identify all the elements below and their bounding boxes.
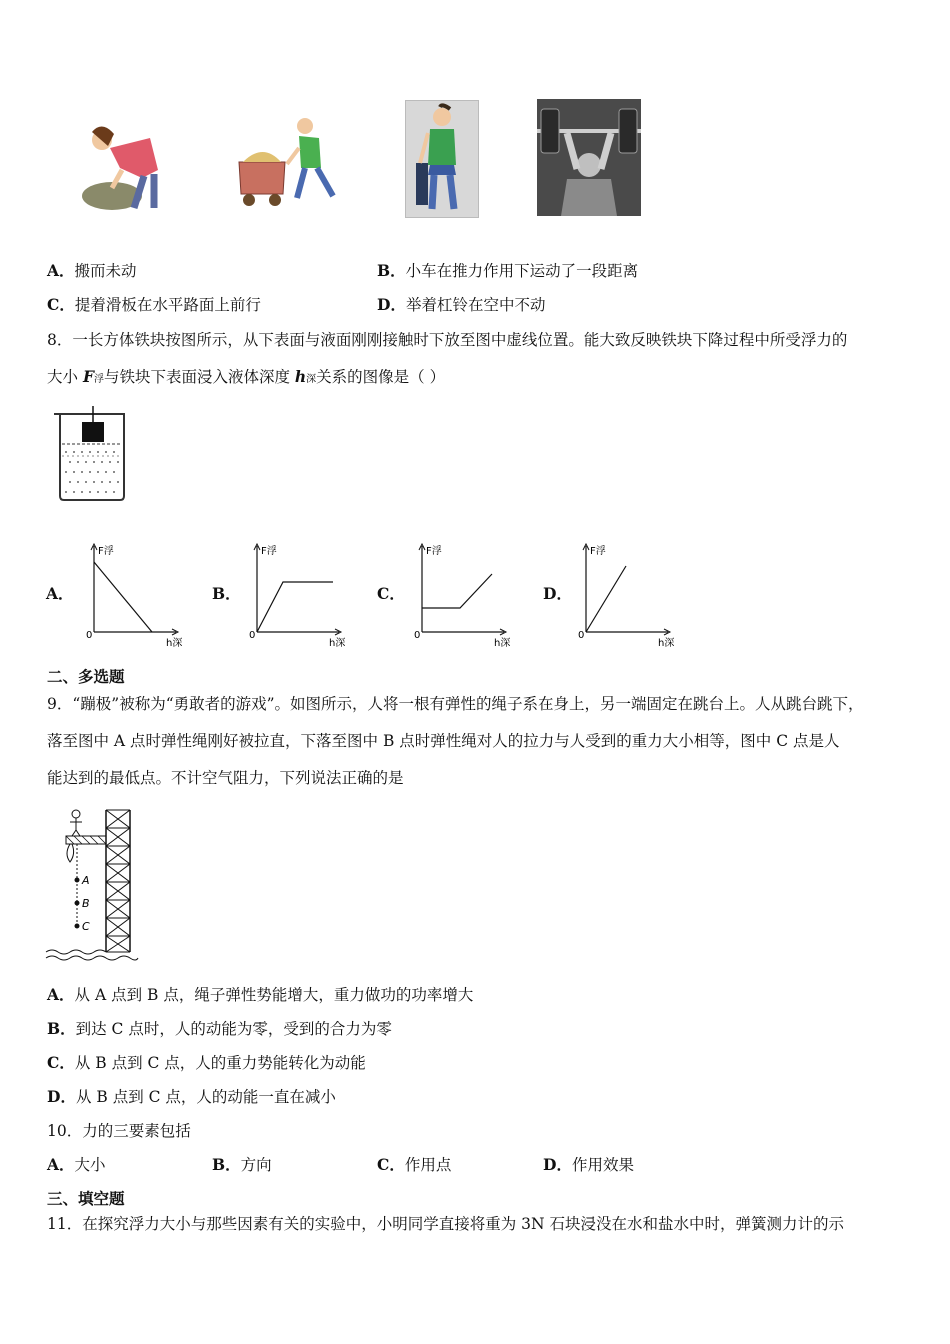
picture-lifting-stone — [72, 118, 176, 214]
picture-carrying-skateboard — [405, 100, 479, 218]
option-label: D． — [47, 1087, 76, 1106]
q8-text-b: 与铁块下表面浸入液体深度 — [103, 368, 295, 386]
graph-label-b[interactable]: B． — [212, 584, 241, 603]
axis-y-label: F浮 — [261, 546, 277, 557]
axis-y-label: F浮 — [98, 546, 114, 557]
beaker-diagram — [50, 406, 130, 504]
q10-option-c[interactable] — [377, 1155, 451, 1175]
q9-option-a[interactable] — [47, 985, 473, 1005]
axis-y-label: F浮 — [426, 546, 442, 557]
axis-x-label: h深 — [166, 638, 182, 649]
q9-stem-line2: 落至图中 A 点时弹性绳刚好被拉直，下落至图中 B 点时弹性绳对人的拉力与人受到的重力大小相等，图中 C 点是人 — [47, 732, 840, 750]
symbol-h: h — [294, 367, 307, 386]
origin-label: 0 — [578, 630, 585, 641]
origin-label: 0 — [414, 630, 421, 641]
graph-label-a[interactable]: A． — [46, 584, 74, 603]
q9-stem-line1: 9．“蹦极”被称为“勇敢者的游戏”。如图所示，人将一根有弹性的绳子系在身上，另一端固定在跳台上。人从跳台跳下， — [47, 695, 864, 713]
graph-c[interactable] — [410, 540, 510, 652]
graph-a[interactable] — [82, 540, 182, 652]
origin-label: 0 — [249, 630, 256, 641]
q7-option-c[interactable] — [47, 295, 261, 315]
picture-weightlifter — [537, 99, 641, 216]
option-label: D． — [543, 1155, 572, 1174]
option-text: 举着杠铃在空中不动 — [405, 296, 546, 314]
option-text: 从 B 点到 C 点，人的动能一直在减小 — [75, 1088, 336, 1106]
option-label: D． — [377, 295, 406, 314]
option-label: C． — [47, 295, 75, 314]
option-text: 搬而未动 — [74, 262, 137, 280]
option-text: 作用点 — [404, 1156, 452, 1174]
option-label: B． — [47, 1019, 76, 1038]
q8-stem-line1: 8．一长方体铁块按图所示，从下表面与液面刚刚接触时下放至图中虚线位置。能大致反映铁块下降过程中所受浮力的 — [47, 331, 848, 349]
q9-option-c[interactable] — [47, 1053, 366, 1073]
axis-x-label: h深 — [329, 638, 345, 649]
point-c-label: C — [82, 920, 90, 933]
symbol-h-sub: 深 — [306, 374, 317, 385]
q7-option-a[interactable] — [47, 261, 137, 281]
option-text: 大小 — [74, 1156, 106, 1174]
graph-label-c[interactable]: C． — [377, 584, 405, 603]
option-label: A． — [47, 1155, 75, 1174]
axis-y-label: F浮 — [590, 546, 606, 557]
graph-label-d[interactable]: D． — [543, 584, 572, 603]
option-label: B． — [377, 261, 406, 280]
graph-b[interactable] — [245, 540, 345, 652]
option-text: 提着滑板在水平路面上前行 — [74, 296, 261, 314]
q8-text-a: 大小 — [47, 368, 83, 386]
q8-stem-line2 — [47, 367, 445, 390]
origin-label: 0 — [86, 630, 93, 641]
option-label: A． — [47, 985, 75, 1004]
section-heading-fill-in: 三、填空题 — [47, 1189, 125, 1208]
section-heading-multiple-choice: 二、多选题 — [47, 667, 125, 686]
option-text: 方向 — [240, 1156, 272, 1174]
q9-option-b[interactable] — [47, 1019, 392, 1039]
q10-stem: 10．力的三要素包括 — [47, 1122, 191, 1140]
symbol-f-sub: 浮 — [93, 374, 104, 385]
q9-option-d[interactable] — [47, 1087, 336, 1107]
q7-option-d[interactable] — [377, 295, 545, 315]
option-label: C． — [47, 1053, 75, 1072]
point-a-label: A — [82, 874, 90, 887]
option-label: B． — [212, 1155, 241, 1174]
q10-option-a[interactable] — [47, 1155, 106, 1175]
q11-stem-line1: 11．在探究浮力大小与那些因素有关的实验中，小明同学直接将重为 3N 石块浸没在水和盐水中时，弹簧测力计的示 — [47, 1215, 845, 1233]
option-label: A． — [47, 261, 75, 280]
symbol-f: F — [82, 367, 94, 386]
point-b-label: B — [82, 897, 90, 910]
q8-text-c: 关系的图像是（ ） — [316, 368, 446, 386]
picture-pushing-cart — [233, 112, 343, 210]
option-text: 从 B 点到 C 点，人的重力势能转化为动能 — [74, 1054, 366, 1072]
option-text: 从 A 点到 B 点，绳子弹性势能增大，重力做功的功率增大 — [74, 986, 474, 1004]
option-text: 小车在推力作用下运动了一段距离 — [405, 262, 639, 280]
axis-x-label: h深 — [494, 638, 510, 649]
bungee-diagram — [44, 806, 140, 964]
axis-x-label: h深 — [658, 638, 674, 649]
option-label: C． — [377, 1155, 405, 1174]
q9-stem-line3: 能达到的最低点。不计空气阻力，下列说法正确的是 — [47, 769, 404, 787]
q7-option-b[interactable] — [377, 261, 638, 281]
q10-option-d[interactable] — [543, 1155, 634, 1175]
graph-d[interactable] — [574, 540, 674, 652]
option-text: 到达 C 点时，人的动能为零，受到的合力为零 — [75, 1020, 392, 1038]
q10-option-b[interactable] — [212, 1155, 272, 1175]
option-text: 作用效果 — [571, 1156, 634, 1174]
